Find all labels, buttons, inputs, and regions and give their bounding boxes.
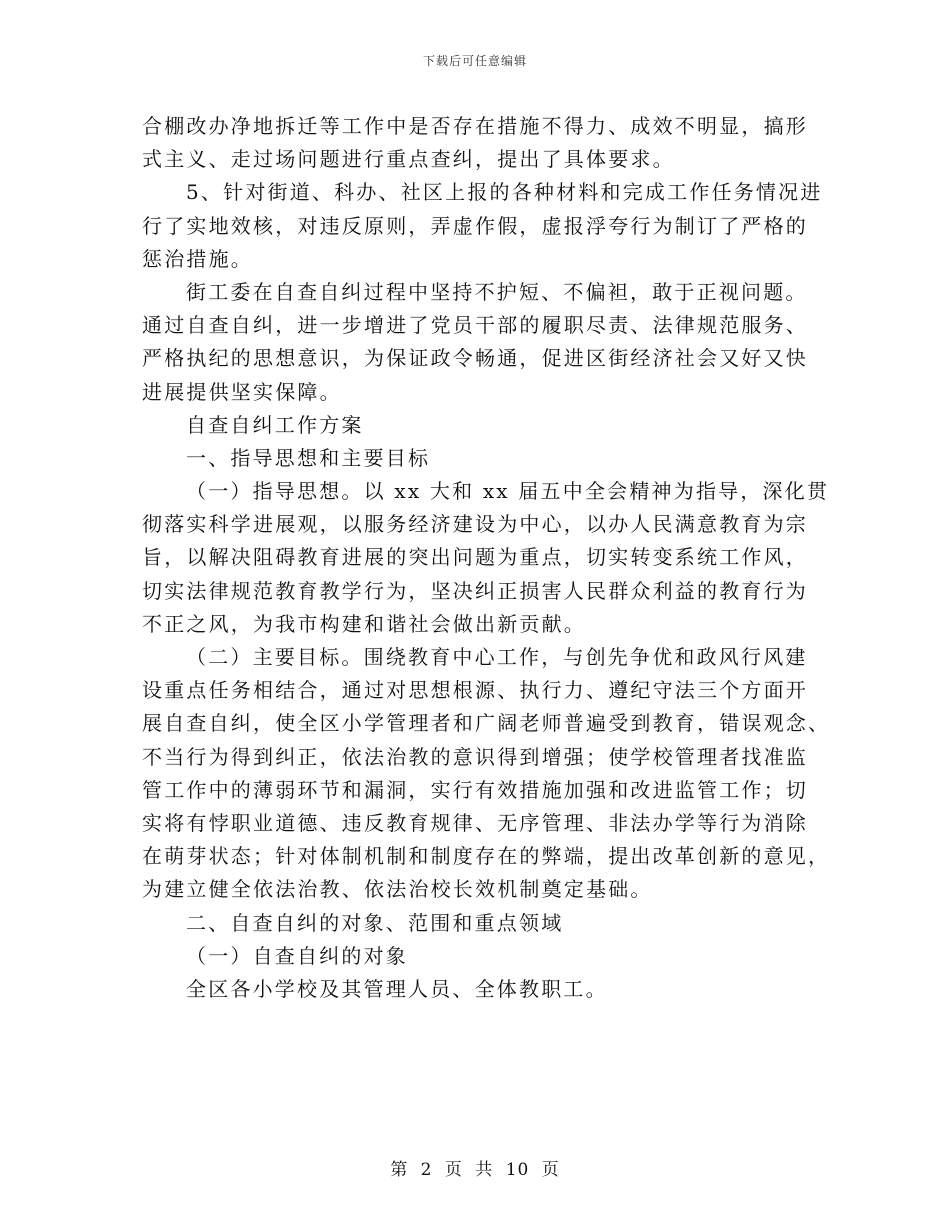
text-line: 为建立健全依法治教、依法治校长效机制奠定基础。 xyxy=(142,877,653,902)
text-line: （一）自查自纠的对象 xyxy=(186,943,408,968)
text-line: 旨，以解决阻碍教育进展的突出问题为重点，切实转变系统工作风， xyxy=(142,545,808,570)
text-line: 严格执纪的思想意识，为保证政令畅通，促进区街经济社会又好又快 xyxy=(142,346,808,371)
text-line: 5、针对街道、科办、社区上报的各种材料和完成工作任务情况进 xyxy=(186,180,823,205)
text-line: 不正之风，为我市构建和谐社会做出新贡献。 xyxy=(142,611,586,636)
text-line: 通过自查自纠，进一步增进了党员干部的履职尽责、法律规范服务、 xyxy=(142,313,808,338)
text-line: 管工作中的薄弱环节和漏洞，实行有效措施加强和改进监管工作；切 xyxy=(142,777,808,802)
text-line: 展自查自纠，使全区小学管理者和广阔老师普遍受到教育，错误观念、 xyxy=(142,711,831,736)
text-line: 不当行为得到纠正，依法治教的意识得到增强；使学校管理者找准监 xyxy=(142,744,808,769)
page-header: 下载后可任意编辑 xyxy=(422,54,527,68)
text-line: 合棚改办净地拆迁等工作中是否存在措施不得力、成效不明显，搞形 xyxy=(142,114,808,138)
text-line: （二）主要目标。围绕教育中心工作，与创先争优和政风行风建 xyxy=(186,645,808,669)
text-line: 一、指导思想和主要目标 xyxy=(186,445,431,470)
text-line: 设重点任务相结合，通过对思想根源、执行力、遵纪守法三个方面开 xyxy=(142,678,808,703)
text-line: 二、自查自纠的对象、范围和重点领域 xyxy=(186,910,564,935)
text-line: （一）指导思想。以 xx 大和 xx 届五中全会精神为指导，深化贯 xyxy=(186,479,830,504)
page-number-footer: 第 2 页 共 10 页 xyxy=(390,1160,560,1180)
text-line: 自查自纠工作方案 xyxy=(186,412,364,437)
text-line: 实将有悖职业道德、违反教育规律、无序管理、非法办学等行为消除 xyxy=(142,810,808,835)
text-line: 式主义、走过场问题进行重点查纠，提出了具体要求。 xyxy=(142,147,675,172)
text-line: 惩治措施。 xyxy=(142,246,253,271)
text-line: 街工委在自查自纠过程中坚持不护短、不偏袒，敢于正视问题。 xyxy=(186,279,808,304)
document-body xyxy=(142,110,831,1006)
text-line: 彻落实科学进展观，以服务经济建设为中心，以办人民满意教育为宗 xyxy=(142,512,808,537)
text-line: 行了实地效核，对违反原则，弄虚作假，虚报浮夸行为制订了严格的 xyxy=(142,213,808,238)
text-line: 在萌芽状态；针对体制机制和制度存在的弊端，提出改革创新的意见， xyxy=(142,844,831,869)
text-line: 全区各小学校及其管理人员、全体教职工。 xyxy=(186,976,608,1001)
text-line: 进展提供坚实保障。 xyxy=(142,379,342,404)
text-line: 切实法律规范教育教学行为，坚决纠正损害人民群众利益的教育行为 xyxy=(142,578,808,603)
